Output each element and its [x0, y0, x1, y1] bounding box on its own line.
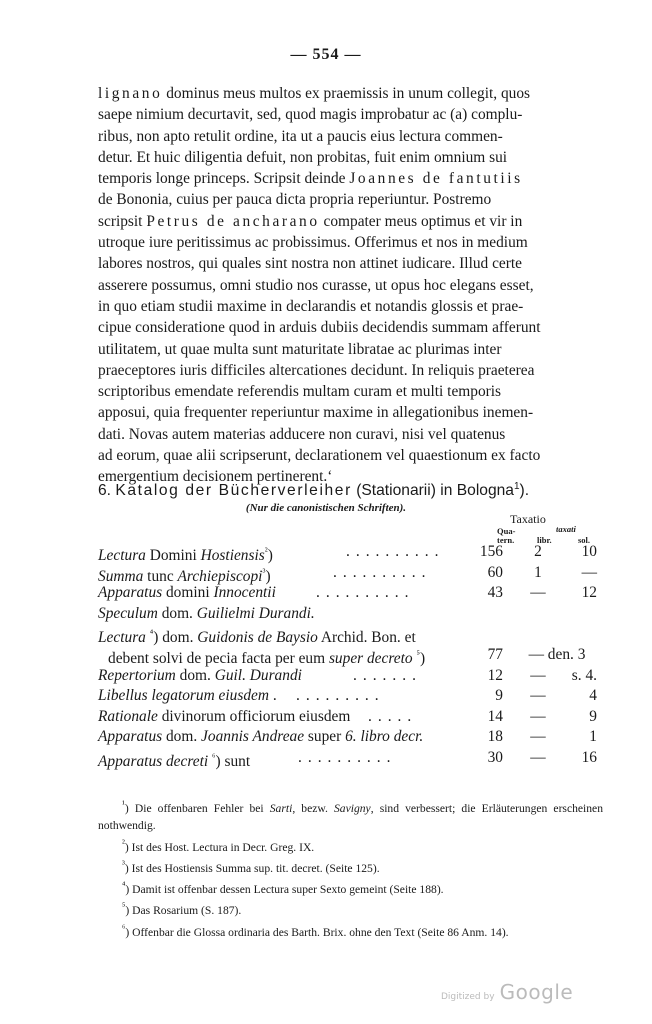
- leader-dots: ..........: [346, 543, 445, 560]
- libr-value: — den. 3: [528, 645, 586, 663]
- body-line: ad eorum, quae alii scripserunt, declarationem vel quaestionum ex facto: [98, 447, 541, 465]
- body-line: temporis longe princeps. Scripsit deinde Joannes de fantutiis: [98, 170, 523, 188]
- footnote: $^{^2}$) Ist des Host. Lectura in Decr. Greg. IX.: [122, 837, 315, 854]
- footnotes: [98, 796, 603, 941]
- catalog-row: [98, 583, 603, 604]
- libr-label: libr.: [537, 535, 552, 545]
- quatern-value: 156: [479, 543, 503, 560]
- catalog-row: [98, 645, 603, 666]
- body-line: de Bononia, cuius per pauca dicta propria reperiuntur. Postremo: [98, 191, 492, 209]
- body-line: scriptoribus emendate referendis multam curam et multi temporis: [98, 383, 502, 401]
- footnote: $^{^3}$) Ist des Hostiensis Summa sup. tit. decret. (Seite 125).: [122, 858, 380, 875]
- sol-value: 1: [589, 728, 597, 746]
- quatern-value: 14: [487, 707, 503, 725]
- body-line: emergentium decisionem pertinerent.‘: [98, 468, 333, 486]
- catalog-row: [98, 542, 603, 563]
- section-subheading: (Nur die canonistischen Schriften).: [245, 502, 407, 514]
- body-line: in quo etiam studii maxime in declarandis et notandis glossis et prae-: [98, 297, 524, 315]
- body-line: utilitatem, ut quae multa sunt maturitate libratae ac plurimas inter: [98, 340, 502, 358]
- body-line: ribus, non apto retulit ordine, ita ut a paucis eius lectura commen-: [98, 127, 503, 145]
- catalog-row: [98, 624, 603, 645]
- catalog-row: [98, 686, 603, 707]
- catalog-title: Libellus legatorum eiusdem .: [98, 687, 277, 705]
- footnote: $^{^5}$) Das Rosarium (S. 187).: [122, 901, 242, 918]
- catalog-table: [98, 542, 603, 769]
- google-watermark: Digitized by Google: [441, 980, 574, 1004]
- sol-value: s. 4.: [571, 666, 597, 684]
- sol-value: 9: [589, 707, 597, 725]
- body-line: asserere possumus, omni studio nos curasse, ut opus hoc elegans esset,: [98, 276, 534, 294]
- body-line: dati. Novas autem materias adducere non curavi, nisi vel quatenus: [98, 425, 506, 443]
- libr-value: 2: [534, 543, 542, 560]
- catalog-row: [98, 666, 603, 687]
- body-line: lignano dominus meus multos ex praemissis in unum collegit, quos: [98, 85, 531, 102]
- catalog-title: Apparatus domini Innocentii: [98, 584, 276, 602]
- catalog-title: Summa tunc Archiepiscopi$^{^3}$): [98, 566, 271, 585]
- catalog-title: Lectura $^{^4}$) dom. Guidonis de Baysio Archid. Bon. et: [98, 628, 416, 647]
- leader-dots: .....: [368, 707, 418, 725]
- leader-dots: ..........: [316, 584, 415, 602]
- catalog-row: [98, 563, 603, 584]
- footnote: $^{^4}$) Damit ist offenbar dessen Lectura super Sexto gemeint (Seite 188).: [122, 880, 444, 897]
- sol-value: 12: [581, 584, 597, 602]
- taxatio-label: Taxatio: [510, 512, 546, 526]
- leader-dots: ..........: [298, 748, 397, 766]
- catalog-row: [98, 727, 603, 748]
- quatern-value: 12: [487, 666, 503, 684]
- catalog-title: Speculum dom. Guilielmi Durandi.: [98, 604, 315, 622]
- catalog-row: [98, 748, 603, 769]
- libr-value: —: [530, 666, 546, 684]
- catalog-title: Apparatus dom. Joannis Andreae super 6. libro decr.: [98, 728, 424, 746]
- taxati-label: taxati: [556, 524, 576, 534]
- libr-value: —: [530, 687, 546, 705]
- libr-value: —: [530, 728, 546, 746]
- leader-dots: .........: [296, 687, 385, 705]
- body-line: scripsit Petrus de ancharano compater meus optimus et vir in: [98, 212, 523, 230]
- catalog-title: Rationale divinorum officiorum eiusdem: [98, 707, 351, 725]
- libr-value: —: [530, 748, 546, 766]
- footnote: $^{^6}$) Offenbar die Glossa ordinaria des Barth. Brix. ohne den Text (Seite 86 Anm. 14).: [122, 922, 509, 939]
- body-line: utroque iure peritissimus ac probissimus. Offerimus et nos in medium: [98, 234, 528, 252]
- libr-value: 1: [534, 563, 542, 581]
- footnote: $^{^1}$) Die offenbaren Fehler bei Sarti, bezw. Savigny, sind verbessert; die Erläuterungen erscheinen nothwendig.: [98, 799, 603, 833]
- body-line: cipue consideratione quod in arduis dubiis decidendis summam afferunt: [98, 319, 541, 337]
- leader-dots: .......: [353, 666, 422, 684]
- libr-value: —: [530, 707, 546, 725]
- page-number: — 554 —: [290, 46, 362, 63]
- quatern-value: 60: [487, 563, 503, 581]
- body-text: [98, 83, 598, 488]
- body-line: labores nostros, qui quales sint nostra non attinet iudicare. Illud certe: [98, 255, 522, 273]
- sol-value: 16: [581, 748, 597, 766]
- quatern-label: Qua- tern.: [497, 526, 516, 545]
- quatern-value: 9: [495, 687, 503, 705]
- leader-dots: ..........: [333, 563, 432, 581]
- catalog-title: Apparatus decreti $^{^6}$) sunt: [98, 751, 251, 771]
- quatern-value: 18: [487, 728, 503, 746]
- body-line: saepe nimium decurtavit, sed, quod magis improbatur ac (a) complu-: [98, 106, 523, 124]
- sol-label: sol.: [578, 535, 591, 545]
- quatern-value: 30: [487, 748, 503, 766]
- body-line: praeceptores iuris difficiles altercationes decidunt. In reliquis praeterea: [98, 361, 535, 379]
- sol-value: 10: [581, 543, 597, 560]
- body-line: apposui, quia frequenter reperiuntur maxime in allegationibus inemen-: [98, 404, 534, 422]
- catalog-title: Lectura Domini Hostiensis$^{^2}$): [98, 546, 273, 565]
- quatern-value: 77: [487, 645, 503, 663]
- body-line: detur. Et huic diligentia defuit, non probitas, fuit enim omnium sui: [98, 148, 508, 166]
- catalog-title: debent solvi de pecia facta per eum super decreto $^{^5}$): [108, 648, 426, 668]
- catalog-row: [98, 707, 603, 728]
- catalog-title: Repertorium dom. Guil. Durandi: [98, 666, 302, 684]
- catalog-row: [98, 604, 603, 625]
- quatern-value: 43: [487, 584, 503, 602]
- sol-value: —: [581, 563, 597, 581]
- section-heading: 6. Katalog der Bücherverleiher (Stationarii) in Bologna$^1$).: [98, 481, 530, 500]
- sol-value: 4: [589, 687, 597, 705]
- libr-value: —: [530, 584, 546, 602]
